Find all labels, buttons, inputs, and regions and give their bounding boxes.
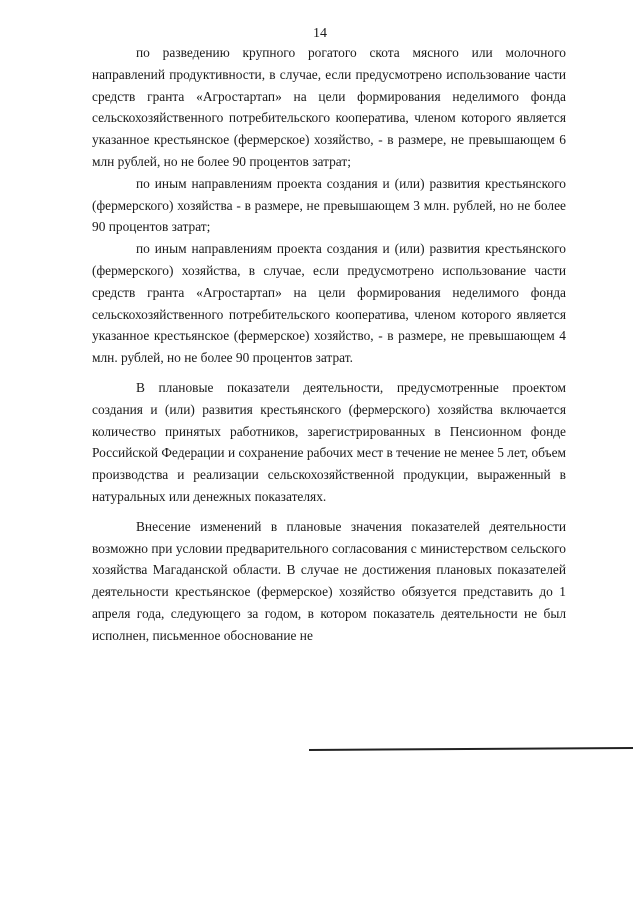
paragraph-spacer (92, 369, 566, 377)
page-number: 14 (313, 26, 327, 41)
paragraph-other-directions-3mln: по иным направлениям проекта создания и (или) развития крестьянского (фермерского) хозяйства - в размере, не превышающем 3 млн. рублей, но не более 90 процентов затрат; (92, 175, 566, 235)
footer-rule (309, 747, 633, 751)
paragraph-spacer (92, 508, 566, 516)
document-body (92, 42, 566, 647)
paragraph-changes-to-indicators: Внесение изменений в плановые значения показателей деятельности возможно при условии предварительного согласования с министерством сельского хозяйства Магаданской области. В случае не достижения плановых показателей деятельности крестьянское (фермерское) хозяйство обязуется представить до 1 апреля года, следующего за годом, в котором показатель деятельности не был исполнен, письменное обоснование не (92, 518, 566, 643)
paragraph-other-directions-4mln: по иным направлениям проекта создания и (или) развития крестьянского (фермерского) хозяйства, в случае, если предусмотрено использование части средств гранта «Агростартап» на цели формирования неделимого фонда сельскохозяйственного потребительского кооператива, членом которого является указанное крестьянское (фермерское) хозяйство, - в размере, не превышающем 4 млн. рублей, но не более 90 процентов затрат. (92, 241, 566, 366)
paragraph-planned-indicators: В плановые показатели деятельности, предусмотренные проектом создания и (или) развития крестьянского (фермерского) хозяйства включается количество принятых работников, зарегистрированных в Пенсионном фонде Российской Федерации и сохранение рабочих мест в течение не менее 5 лет, объем производства и реализации сельскохозяйственной продукции, выраженный в натуральных или денежных показателях. (92, 379, 566, 504)
paragraph-cattle-breeding: по разведению крупного рогатого скота мясного или молочного направлений продуктивности, в случае, если предусмотрено использование части средств гранта «Агростартап» на цели формирования неделимого фонда сельскохозяйственного потребительского кооператива, членом которого является указанное крестьянское (фермерское) хозяйство, - в размере, не превышающем 6 млн рублей, но не более 90 процентов затрат; (92, 45, 566, 169)
